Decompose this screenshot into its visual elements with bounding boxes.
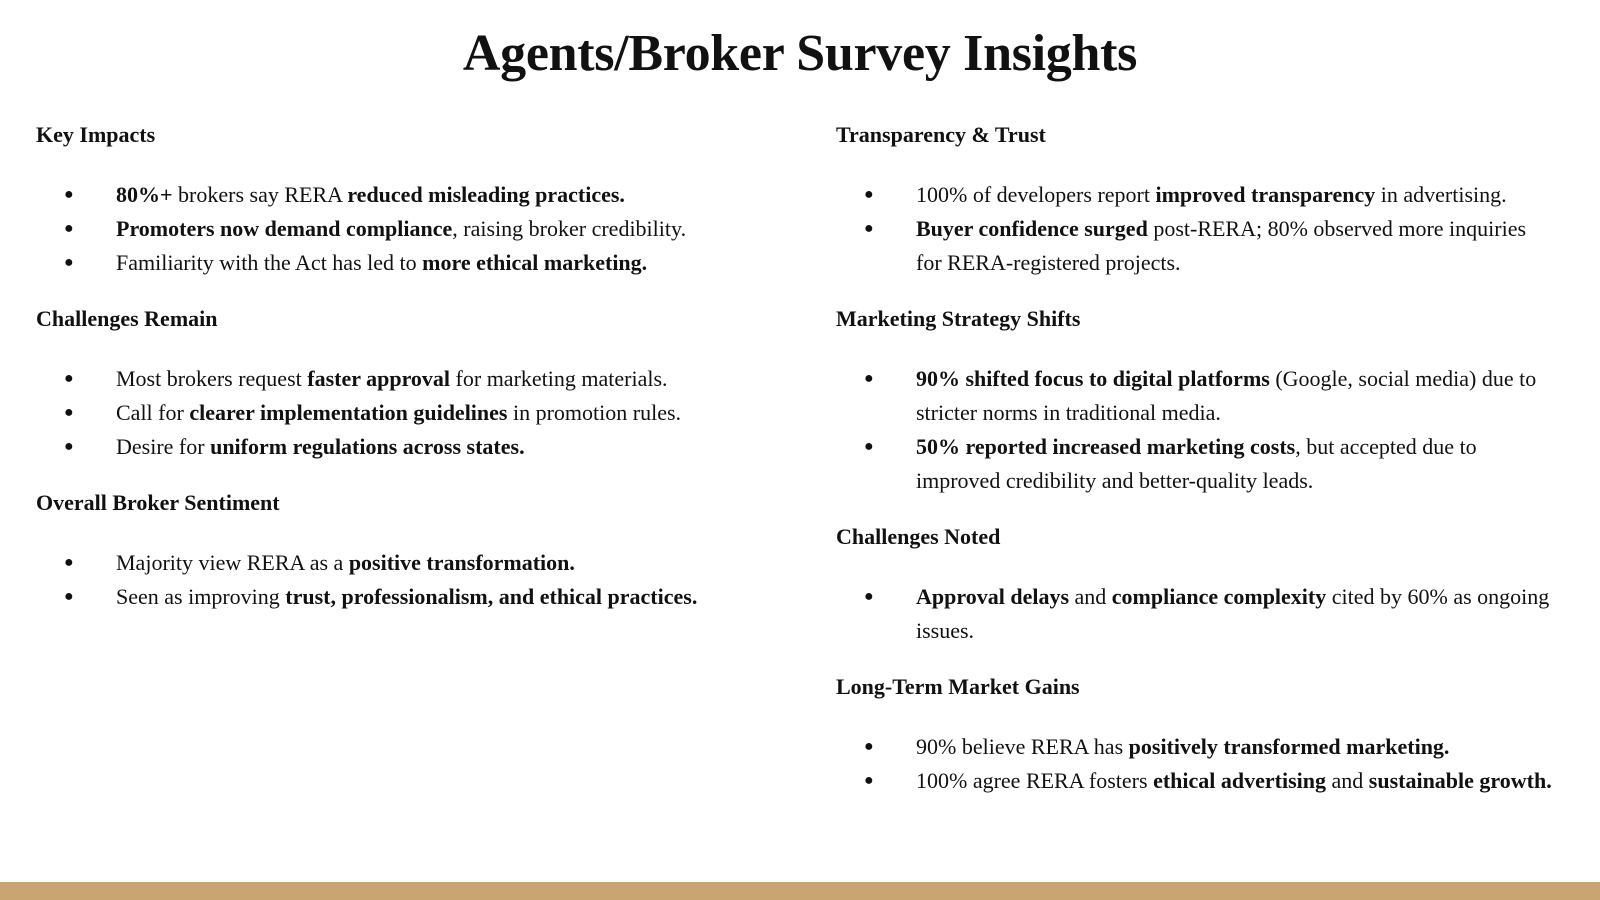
section-heading: Key Impacts (36, 122, 156, 147)
bullet-text (116, 182, 625, 207)
bullet-list (836, 362, 1556, 498)
plain-text: (Google, social media) due to stricter norms in traditional media. (916, 366, 1537, 425)
bullet-dot-icon: ● (64, 220, 74, 237)
right-column (836, 120, 1556, 798)
bullet-dot-icon: ● (64, 554, 74, 571)
bullet-dot-icon: ● (864, 588, 874, 605)
bold-text: Buyer confidence surged (916, 216, 1148, 241)
plain-text: 100% agree RERA fosters (916, 768, 1154, 793)
bold-text: 80%+ (116, 182, 173, 207)
plain-text: brokers say RERA (172, 182, 348, 207)
bullet-text (916, 434, 1477, 493)
bold-text: improved transparency (1155, 182, 1376, 207)
bold-text: clearer implementation guidelines (189, 400, 508, 425)
bold-text: reduced misleading practices. (347, 182, 625, 207)
bullet-dot-icon: ● (64, 254, 74, 271)
bullet-text (916, 216, 1526, 275)
bold-text: 50% reported increased marketing costs (916, 434, 1296, 459)
plain-text: and (1069, 584, 1112, 609)
bold-text: sustainable growth. (1368, 768, 1552, 793)
section-heading: Challenges Noted (836, 524, 1001, 549)
bullet-text (916, 584, 1549, 643)
bold-text: Approval delays (916, 584, 1070, 609)
bullet-item (836, 362, 1556, 430)
section-heading: Marketing Strategy Shifts (836, 306, 1081, 331)
section-long-term-market-gains (836, 672, 1556, 798)
bold-text: positive transformation. (348, 550, 575, 575)
bullet-item (836, 580, 1556, 648)
section-transparency-trust (836, 120, 1556, 280)
bullet-dot-icon: ● (64, 438, 74, 455)
plain-text: for marketing materials. (450, 366, 668, 391)
bullet-text (916, 366, 1536, 425)
plain-text: 90% believe RERA has (916, 734, 1129, 759)
plain-text: , but accepted due to improved credibility and better-quality leads. (916, 434, 1477, 493)
bold-text: Promoters now demand compliance (116, 216, 453, 241)
plain-text: Majority view RERA as a (116, 550, 349, 575)
section-overall-broker-sentiment (36, 488, 776, 614)
bold-text: faster approval (307, 366, 451, 391)
bullet-item (836, 212, 1556, 280)
bold-text: positively transformed marketing. (1128, 734, 1450, 759)
bullet-dot-icon: ● (64, 186, 74, 203)
bullet-dot-icon: ● (864, 186, 874, 203)
bold-text: ethical advertising (1153, 768, 1326, 793)
bold-text: uniform regulations across states. (210, 434, 525, 459)
bullet-dot-icon: ● (864, 772, 874, 789)
bullet-text (116, 400, 681, 425)
bullet-item (836, 764, 1556, 798)
bullet-item (836, 430, 1556, 498)
bullet-text (116, 250, 647, 275)
bullet-item (36, 212, 776, 246)
bullet-dot-icon: ● (64, 588, 74, 605)
section-heading: Transparency & Trust (836, 122, 1046, 147)
section-challenges-noted (836, 522, 1556, 648)
bullet-text (916, 734, 1449, 759)
plain-text: Call for (116, 400, 190, 425)
bullet-text (916, 182, 1507, 207)
bullet-text (116, 434, 525, 459)
slide-title: Agents/Broker Survey Insights (462, 25, 1138, 82)
plain-text: cited by 60% as ongoing issues. (916, 584, 1550, 643)
bullet-dot-icon: ● (64, 370, 74, 387)
bullet-item (836, 730, 1556, 764)
bullet-text (116, 366, 668, 391)
section-challenges-remain (36, 304, 776, 464)
plain-text: Desire for (116, 434, 211, 459)
bullet-item (36, 580, 776, 614)
bullet-item (36, 178, 776, 212)
section-heading: Overall Broker Sentiment (36, 490, 280, 515)
bold-text: trust, professionalism, and ethical practices. (285, 584, 698, 609)
bullet-text (916, 768, 1552, 793)
bullet-item (36, 396, 776, 430)
bullet-text (116, 550, 575, 575)
bullet-dot-icon: ● (64, 404, 74, 421)
plain-text: in advertising. (1375, 182, 1507, 207)
plain-text: 100% of developers report (916, 182, 1156, 207)
bullet-item (36, 430, 776, 464)
plain-text: Familiarity with the Act has led to (116, 250, 423, 275)
bold-text: compliance complexity (1111, 584, 1327, 609)
bullet-dot-icon: ● (864, 438, 874, 455)
bold-text: 90% shifted focus to digital platforms (916, 366, 1270, 391)
bullet-list (836, 730, 1556, 798)
bullet-item (836, 178, 1556, 212)
bullet-list (836, 580, 1556, 648)
plain-text: and (1326, 768, 1369, 793)
bullet-list (36, 546, 776, 614)
section-heading: Long-Term Market Gains (836, 674, 1080, 699)
bullet-dot-icon: ● (864, 220, 874, 237)
bullet-text (116, 216, 686, 241)
plain-text: , raising broker credibility. (452, 216, 687, 241)
section-heading: Challenges Remain (36, 306, 218, 331)
bullet-list (836, 178, 1556, 280)
plain-text: Most brokers request (116, 366, 308, 391)
footer-band (0, 882, 1600, 900)
bullet-list (36, 362, 776, 464)
plain-text: Seen as improving (116, 584, 286, 609)
bullet-text (116, 584, 697, 609)
section-marketing-strategy-shifts (836, 304, 1556, 498)
plain-text: in promotion rules. (507, 400, 682, 425)
left-column (36, 120, 776, 614)
bullet-dot-icon: ● (864, 738, 874, 755)
bold-text: more ethical marketing. (422, 250, 648, 275)
section-key-impacts (36, 120, 776, 280)
bullet-list (36, 178, 776, 280)
bullet-item (36, 246, 776, 280)
bullet-item (36, 362, 776, 396)
bullet-item (36, 546, 776, 580)
plain-text: post-RERA; 80% observed more inquiries for RERA-registered projects. (916, 216, 1527, 275)
bullet-dot-icon: ● (864, 370, 874, 387)
